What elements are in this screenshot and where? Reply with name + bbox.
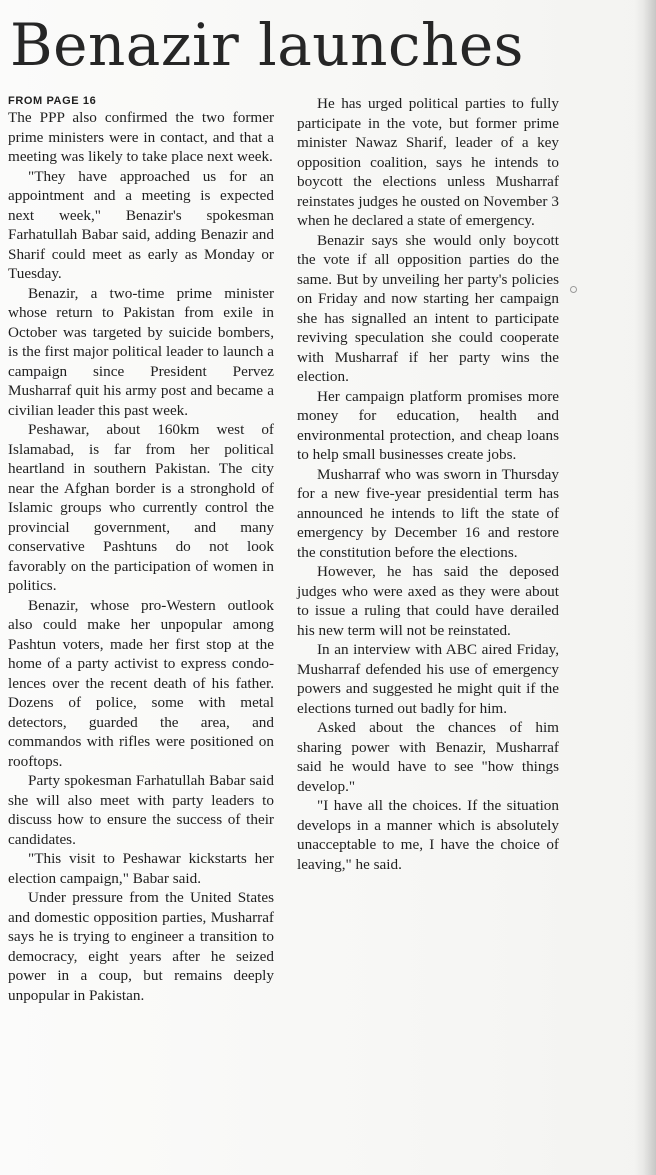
paragraph: In an interview with ABC aired Friday, Musharraf defended his use of emergency powers and suggested he might quit if the elections turned out badly for him. xyxy=(297,641,559,717)
paragraph: Benazir, whose pro-Western outlook also could make her unpopular among Pashtun voters, made her first stop at the home of a party activist to express condolences over the recent death of his father. Dozens of police, some with metal detectors, guarded the area, and commandos with rifles were positioned on rooftops. xyxy=(8,596,274,770)
right-column xyxy=(297,94,559,874)
paragraph: He has urged political parties to fully participate in the vote, but former prime minister Nawaz Sharif, leader of a key opposition coalition, says he intends to boycott the elections unless Musharraf reinstates judges he ousted on November 3 when he declared a state of emergency. xyxy=(297,95,559,229)
kicker: FROM PAGE 16 xyxy=(8,95,97,107)
paragraph: Musharraf who was sworn in Thursday for a new five-year presidential term has announced he intends to lift the state of emergency by December 16 and restore the constitution before the elections. xyxy=(297,465,559,561)
ink-speck xyxy=(570,286,577,293)
paragraph: Party spokesman Farhatullah Babar said she will also meet with party leaders to discuss how to ensure the success of their candidates. xyxy=(8,772,274,848)
paragraph: Benazir says she would only boycott the vote if all opposition parties do the same. But by unveiling her party's policies on Friday and now starting her campaign she has signalled an intent to participate reviving speculation she could cooperate with Musharraf if her party wins the election. xyxy=(297,231,559,385)
paragraph: Asked about the chances of him sharing power with Benazir, Musharraf said he would have to see "how things develop." xyxy=(297,719,559,795)
headline: Benazir launches xyxy=(10,11,524,79)
paragraph: Benazir, a two-time prime minister whose return to Pakistan from exile in October was targeted by suicide bombers, is the first major political leader to launch a campaign since President Pervez Musharraf quit his army post and became a civilian leader this past week. xyxy=(8,284,274,419)
left-column xyxy=(8,94,274,1005)
paragraph: "I have all the choices. If the situation develops in a manner which is absolutely unacceptable to me, I have the choice of leaving," he said. xyxy=(297,797,559,873)
page-edge-shadow xyxy=(634,0,656,1175)
paragraph: "They have approached us for an appointment and a meeting is expected next week," Benazir's spokesman Farhatullah Babar said, adding Benazir and Sharif could meet as early as Monday or Tuesday. xyxy=(8,167,274,282)
paragraph: However, he has said the deposed judges who were axed as they were about to issue a ruling that could have derailed his new term will not be reinstated. xyxy=(297,563,559,639)
paragraph: "This visit to Peshawar kickstarts her election campaign," Babar said. xyxy=(8,850,274,887)
paragraph: The PPP also confirmed the two former prime ministers were in contact, and that a meeting was likely to take place next week. xyxy=(8,109,274,165)
paragraph: Her campaign platform promises more money for education, health and environmental protection, and cheap loans to help small businesses create jobs. xyxy=(297,387,559,463)
paragraph: Under pressure from the United States and domestic opposition parties, Musharraf says he is trying to engineer a transition to democracy, eight years after he seized power in a coup, but remains deeply unpopular in Pakistan. xyxy=(8,889,274,1004)
paragraph: Peshawar, about 160km west of Islamabad, is far from her political heartland in southern Pakistan. The city near the Afghan border is a stronghold of Islamic groups who currently control the provincial government, and many conservative Pashtuns do not look favorably on the participation of women in politics. xyxy=(8,421,274,594)
